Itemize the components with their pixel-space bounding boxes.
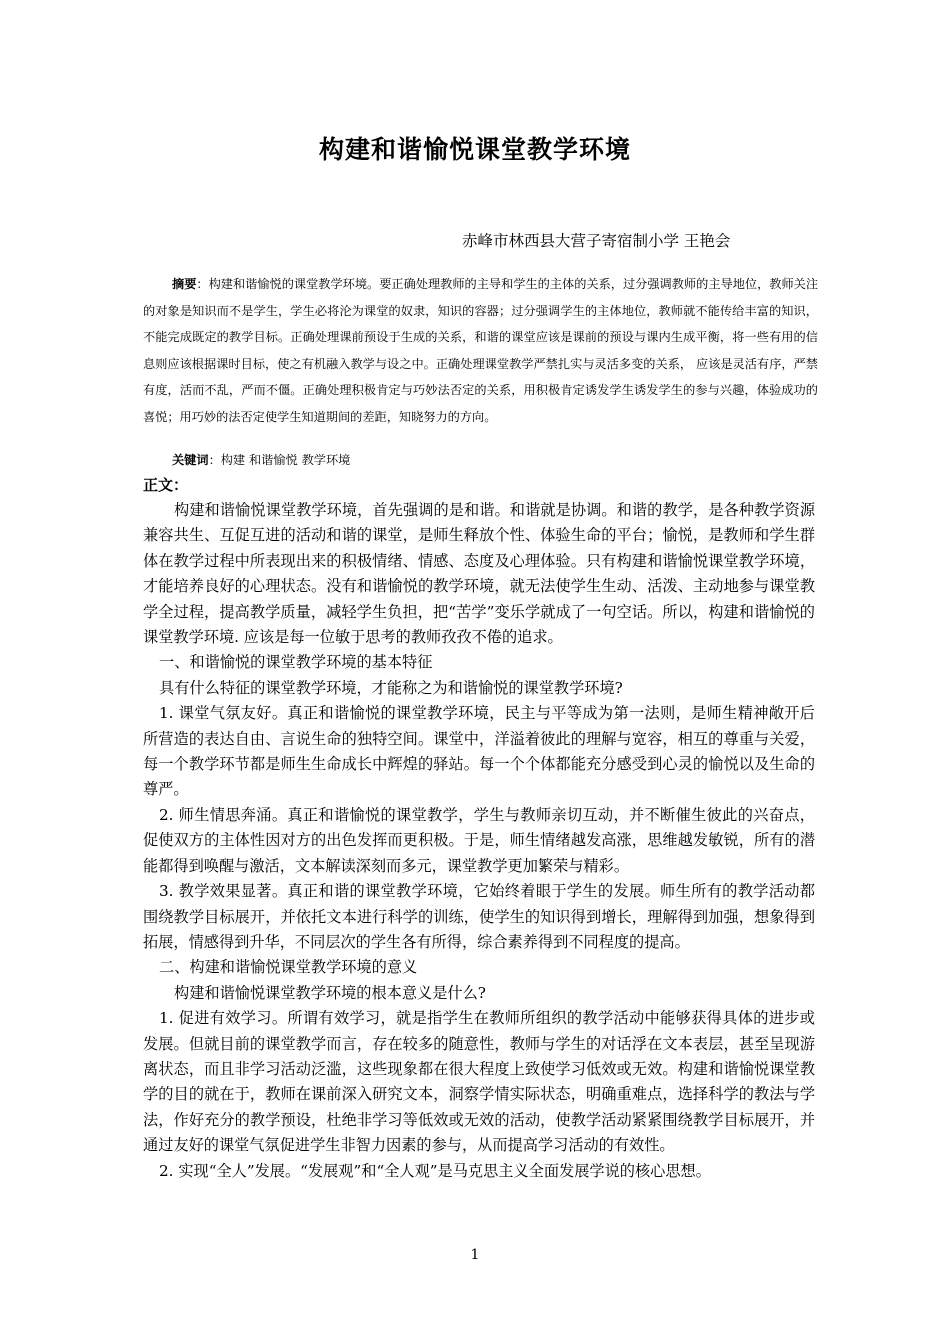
keywords — [172, 451, 350, 468]
abstract-label: 摘要 — [172, 277, 197, 291]
paragraph-intro: 构建和谐愉悦课堂教学环境，首先强调的是和谐。和谐就是协调。和谐的教学，是各种教学资源兼容共生、互促互进的活动和谐的课堂，是师生释放个性、体验生命的平台；愉悦，是教师和学生群体在教学过程中所表现出来的积极情绪、情感、态度及心理体验。只有构建和谐愉悦课堂教学环境，才能培养良好的心理状态。没有和谐愉悦的教学环境，就无法使学生生动、活泼、主动地参与课堂教学全过程，提高教学质量，减轻学生负担，把“苦学”变乐学就成了一句空话。所以，构建和谐愉悦的课堂教学环境. 应该是每一位敏于思考的教师孜孜不倦的追求。 — [143, 501, 815, 647]
section-heading-1: 一、和谐愉悦的课堂教学环境的基本特征 — [159, 653, 433, 672]
document-title: 构建和谐愉悦课堂教学环境 — [318, 135, 631, 164]
abstract-text: ：构建和谐愉悦的课堂教学环境。要正确处理教师的主导和学生的主体的关系，过分强调教师的主导地位，教师关注的对象是知识而不是学生，学生必将沦为课堂的奴隶，知识的容器；过分强调学生的主体地位，教师就不能传给丰富的知识，不能完成既定的教学目标。正确处理课前预设于生成的关系，和谐的课堂应该是课前的预设与课内生成平衡，将一些有用的信息则应该根据课时目标，使之有机融入教学与设之中。正确处理课堂教学严禁扎实与灵活多变的关系， 应该是灵活有序，严禁有度，活而不乱，严而不僵。正确处理积极肯定与巧妙法否定的关系，用积极肯定诱发学生诱发学生的参与兴趣，体验成功的喜悦；用巧妙的法否定使学生知道期间的差距，知晓努力的方向。 — [143, 277, 819, 424]
body-label: 正文： — [143, 476, 189, 494]
paragraph-item-1-3: 3. 教学效果显著。真正和谐的课堂教学环境，它始终着眼于学生的发展。师生所有的教学活动都围绕教学目标展开，并依托文本进行科学的训练，使学生的知识得到增长，理解得到加强，想象得到拓展，情感得到升华，不同层次的学生各有所得，综合素养得到不同程度的提高。 — [143, 882, 815, 951]
paragraph-item-2-2: 2. 实现“全人”发展。“发展观”和“全人观”是马克思主义全面发展学说的核心思想。 — [159, 1161, 711, 1180]
paragraph-item-2-1: 1. 促进有效学习。所谓有效学习，就是指学生在教师所组织的教学活动中能够获得具体的进步或发展。但就目前的课堂教学而言，存在较多的随意性，教师与学生的对话浮在文本表层，甚至呈现游离状态，而且非学习活动泛滥，这些现象都在很大程度上致使学习低效或无效。构建和谐愉悦课堂教学的目的就在于，教师在课前深入研究文本，洞察学情实际状态，明确重难点，选择科学的教法与学法，作好充分的教学预设，杜绝非学习等低效或无效的活动，使教学活动紧紧围绕教学目标展开，并通过友好的课堂气氛促进学生非智力因素的参与，从而提高学习活动的有效性。 — [143, 1009, 815, 1155]
body-text — [143, 498, 815, 1184]
abstract — [143, 271, 818, 430]
keywords-label: 关键词 — [172, 453, 209, 467]
page-number: 1 — [470, 1247, 480, 1263]
keywords-text: ：构建 和谐愉悦 教学环境 — [208, 453, 351, 467]
section-heading-2: 二、构建和谐愉悦课堂教学环境的意义 — [159, 958, 418, 977]
paragraph-question-1: 具有什么特征的课堂教学环境，才能称之为和谐愉悦的课堂教学环境? — [159, 678, 623, 697]
paragraph-item-1-2: 2. 师生情思奔涌。真正和谐愉悦的课堂教学，学生与教师亲切互动，并不断催生彼此的兴奋点，促使双方的主体性因对方的出色发挥而更积极。于是，师生情绪越发高涨，思维越发敏锐，所有的潜能都得到唤醒与激活，文本解读深刻而多元，课堂教学更加繁荣与精彩。 — [143, 805, 815, 875]
paragraph-question-2: 构建和谐愉悦课堂教学环境的根本意义是什么? — [174, 983, 486, 1002]
author-line: 赤峰市林西县大营子寄宿制小学 王艳会 — [462, 232, 731, 250]
paragraph-item-1-1: 1. 课堂气氛友好。真正和谐愉悦的课堂教学环境，民主与平等成为第一法则，是师生精神敞开后所营造的表达自由、言说生命的独特空间。课堂中，洋溢着彼此的理解与宽容，相互的尊重与关爱，每一个教学环节都是师生生命成长中辉煌的驿站。每一个个体都能充分感受到心灵的愉悦以及生命的尊严。 — [143, 704, 815, 799]
